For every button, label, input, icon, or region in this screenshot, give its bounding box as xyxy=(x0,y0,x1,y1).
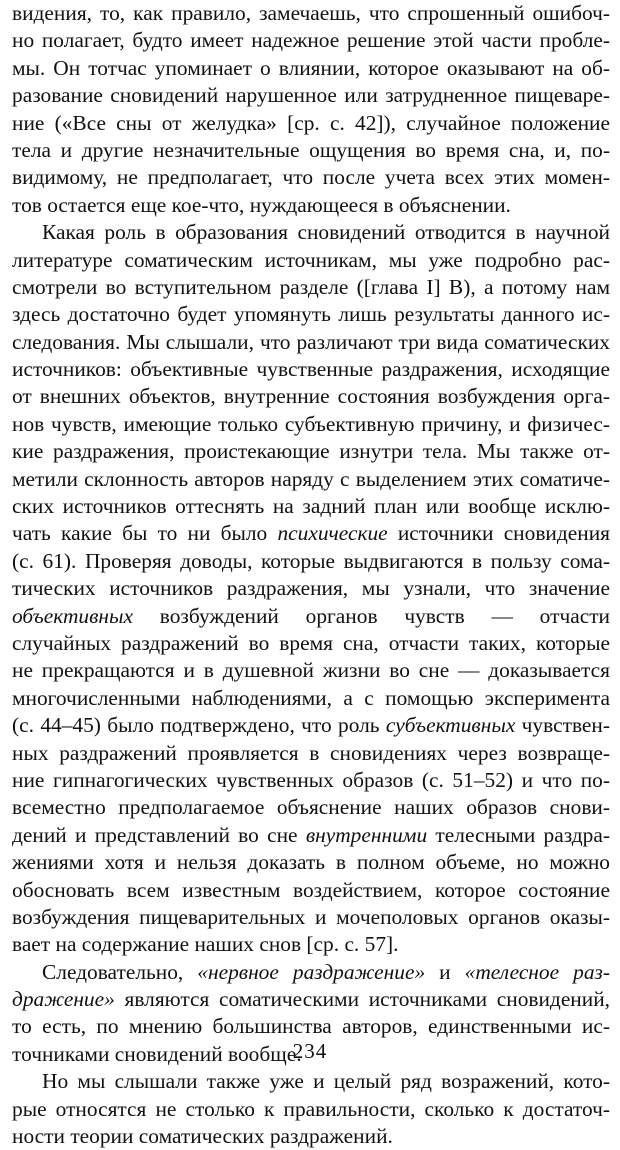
text-line: случайных раздражений во время сна, отчасти таких, которые xyxy=(12,630,610,655)
text-line: источников: объективные чувственные раздражения, исходящие xyxy=(12,357,610,382)
text-line: ности теории соматических раздражений. xyxy=(12,1124,393,1149)
text-line: мы. Он тотчас упоминает о влиянии, которое оказывают на об- xyxy=(12,55,610,80)
text-line: видения, то, как правило, замечаешь, что спрошенный ошибоч- xyxy=(12,1,610,25)
text-line: объективных возбуждений органов чувств — отчасти xyxy=(12,603,610,628)
text-line: обосновать всем известным воздействием, которое состояние xyxy=(12,877,610,902)
text-line: видимому, не предполагает, что после учета всех этих момен- xyxy=(12,165,610,190)
text-line: тических источников раздражения, мы узнали, что значение xyxy=(12,576,610,601)
text-line: возбуждения пищеварительных и мочеполовых органов оказы- xyxy=(12,904,610,929)
text-line: смотрели во вступительном разделе ([глава I] В), а потому нам xyxy=(12,274,610,299)
text-line: ских источников оттеснять на задний план или вообще исклю- xyxy=(12,494,610,519)
text-line: кие раздражения, проистекающие изнутри тела. Мы также от- xyxy=(12,439,610,464)
text-line: ние («Все сны от желудка» [ср. с. 42]), случайное положение xyxy=(12,110,610,135)
text-line: не прекращаются и в душевной жизни во сне — доказывается xyxy=(12,658,610,683)
text-line: тела и другие незначительные ощущения во время сна, и, по- xyxy=(12,137,610,162)
text-line: литературе соматическим источникам, мы уже подробно рас- xyxy=(12,247,610,272)
text-line: (с. 44–45) было подтверждено, что роль субъективных чувствен- xyxy=(12,713,610,738)
text-line: тов остается еще кое-что, нуждающееся в объяснении. xyxy=(12,192,511,217)
text-line: ние гипнагогических чувственных образов (с. 51–52) и что по- xyxy=(12,767,610,792)
text-line: жениями хотя и нельзя доказать в полном объеме, но можно xyxy=(12,850,610,875)
text-line: Какая роль в образования сновидений отводится в научной xyxy=(42,220,610,245)
text-line: здесь достаточно будет упомянуть лишь результаты данного ис- xyxy=(12,302,610,327)
page-number: 234 xyxy=(292,1039,328,1063)
text-line: (с. 61). Проверяя доводы, которые выдвигаются в пользу сома- xyxy=(12,548,610,573)
text-line: метили склонность авторов наряду с выделением этих соматиче- xyxy=(12,466,610,491)
text-line: вает на содержание наших снов [ср. с. 57]. xyxy=(12,932,399,957)
text-line: точниками сновидений вообще. xyxy=(12,1041,302,1066)
text-line: многочисленными наблюдениями, а с помощью эксперимента xyxy=(12,685,610,710)
text-line: то есть, по мнению большинства авторов, единственными ис- xyxy=(12,1014,610,1039)
text-line: разование сновидений нарушенное или затрудненное пищеваре- xyxy=(12,83,610,108)
text-line: рые относятся не столько к правильности, сколько к достаточ- xyxy=(12,1096,610,1121)
text-line: всеместно предполагаемое объяснение наших образов снови- xyxy=(12,795,610,820)
text-line: дений и представлений во сне внутренними телесными раздра- xyxy=(12,822,610,847)
text-line: но полагает, будто имеет надежное решение этой части пробле- xyxy=(12,28,610,53)
text-line: Но мы слышали также уже и целый ряд возражений, кото- xyxy=(42,1069,610,1094)
text-line: чать какие бы то ни было психические источники сновидения xyxy=(12,521,610,546)
text-line: нов чувств, имеющие только субъективную причину, и физичес- xyxy=(12,411,610,436)
text-line: от внешних объектов, внутренние состояния возбуждения орга- xyxy=(12,384,610,409)
text-line: следования. Мы слышали, что различают три вида соматических xyxy=(12,329,610,354)
text-line: ных раздражений проявляется в сновидениях через возвраще- xyxy=(12,740,610,765)
text-line: дражение» являются соматическими источниками сновидений, xyxy=(12,987,610,1012)
text-line: Следовательно, «нервное раздражение» и «телесное раз- xyxy=(42,959,610,984)
page-body xyxy=(12,0,610,1150)
